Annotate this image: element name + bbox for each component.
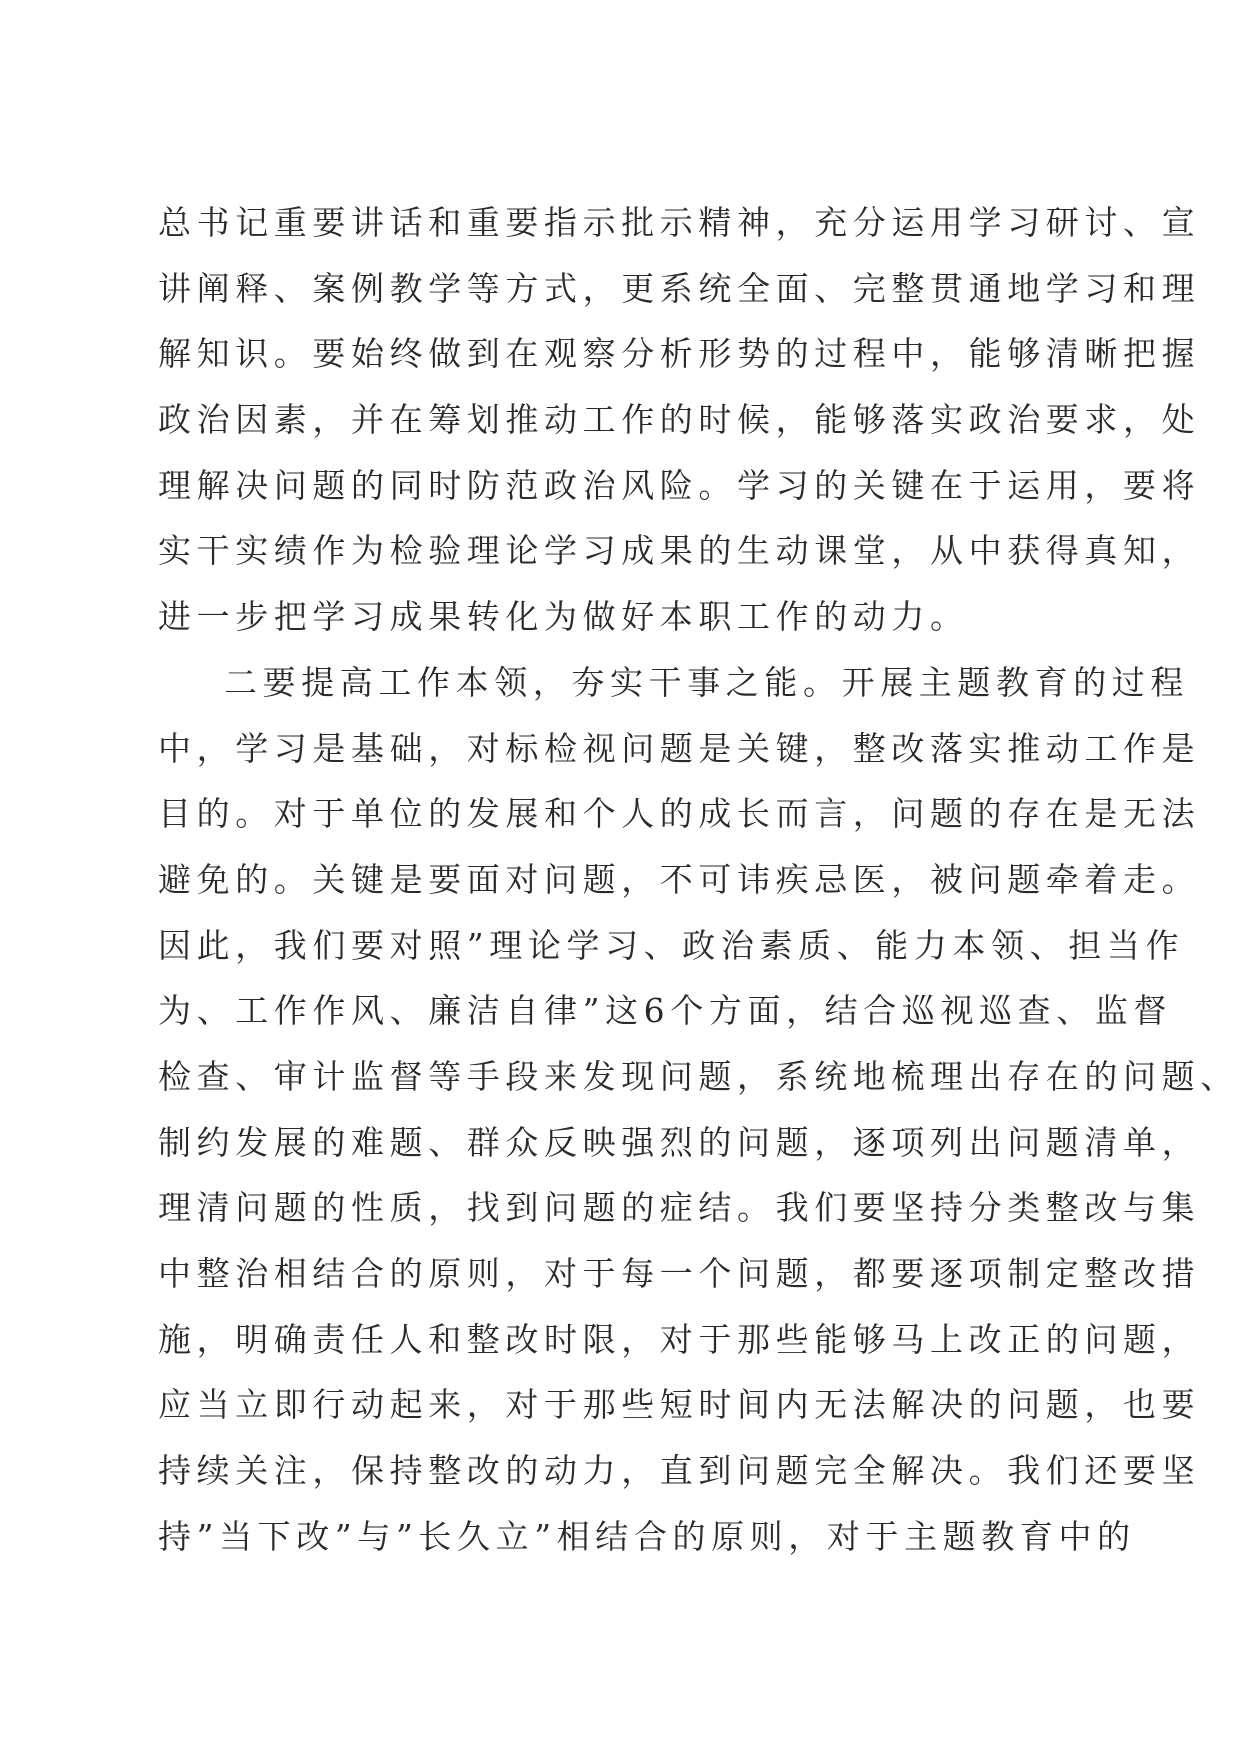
- paragraph-start-line: 二要提高工作本领，夯实干事之能。开展主题教育的过程: [224, 662, 1189, 702]
- text-line: 应当立即行动起来，对于那些短时间内无法解决的问题，也要: [158, 1385, 1201, 1425]
- text-line: 总书记重要讲话和重要指示批示精神，充分运用学习研讨、宣: [158, 203, 1201, 242]
- text-line: 为、工作作风、廉洁自律”这6个方面，结合巡视巡查、监督: [158, 991, 1173, 1031]
- text-line: 施，明确责任人和整改时限，对于那些能够马上改正的问题，: [158, 1319, 1201, 1359]
- text-line: 持”当下改”与”长久立”相结合的原则，对于主题教育中的: [158, 1516, 1136, 1556]
- body-text: [158, 190, 1239, 1569]
- text-line: 理清问题的性质，找到问题的症结。我们要坚持分类整改与集: [158, 1188, 1201, 1228]
- text-line: 进一步把学习成果转化为做好本职工作的动力。: [158, 597, 969, 637]
- text-line: 制约发展的难题、群众反映强烈的问题，逐项列出问题清单，: [158, 1122, 1201, 1162]
- text-line: 目的。对于单位的发展和个人的成长而言，问题的存在是无法: [158, 794, 1201, 834]
- text-line: 中整治相结合的原则，对于每一个问题，都要逐项制定整改措: [158, 1254, 1201, 1293]
- text-line: 持续关注，保持整改的动力，直到问题完全解决。我们还要坚: [158, 1451, 1201, 1491]
- text-line: 避免的。关键是要面对问题，不可讳疾忌医，被问题牵着走。: [158, 859, 1201, 899]
- text-line: 理解决问题的同时防范政治风险。学习的关键在于运用，要将: [158, 465, 1201, 505]
- text-line: 讲阐释、案例教学等方式，更系统全面、完整贯通地学习和理: [158, 268, 1201, 308]
- text-line: 政治因素，并在筹划推动工作的时候，能够落实政治要求，处: [158, 400, 1201, 440]
- text-line: 实干实绩作为检验理论学习成果的生动课堂，从中获得真知，: [158, 531, 1201, 571]
- text-line: 检查、审计监督等手段来发现问题，系统地梳理出存在的问题、: [158, 1056, 1239, 1096]
- text-line: 中，学习是基础，对标检视问题是关键，整改落实推动工作是: [158, 728, 1201, 768]
- text-line: 解知识。要始终做到在观察分析形势的过程中，能够清晰把握: [158, 334, 1201, 374]
- text-line: 因此，我们要对照”理论学习、政治素质、能力本领、担当作: [158, 925, 1185, 965]
